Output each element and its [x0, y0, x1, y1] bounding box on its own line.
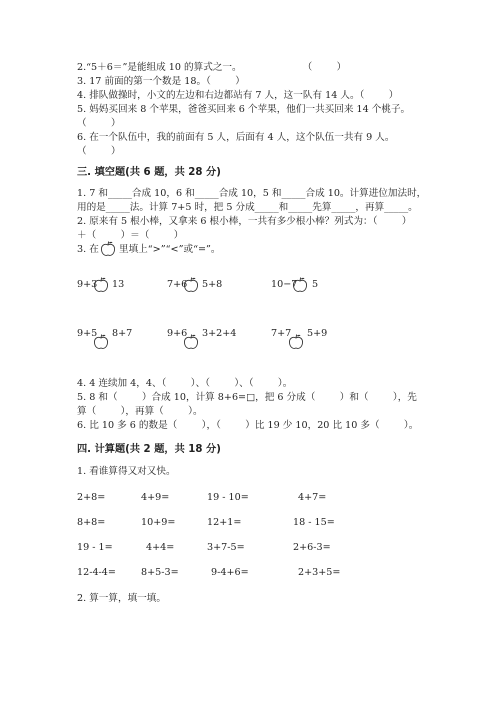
calc-item: 8+8=: [77, 517, 106, 528]
calc-item: 18 - 15=: [293, 517, 335, 528]
apple-icon[interactable]: [291, 276, 309, 294]
tf-question-6-answer: （ ）: [77, 146, 121, 157]
fill-question-3-suffix: 里填上“>”“<”或“=”。: [119, 244, 221, 255]
fill-question-3-prefix: 3. 在: [77, 244, 99, 255]
apple-icon: [99, 240, 117, 258]
calc-item: 4+7=: [298, 492, 327, 503]
apple-icon[interactable]: [182, 333, 200, 351]
calc-item: 4+9=: [141, 492, 170, 503]
tf-question-4: 4. 排队做操时，小文的左边和右边都站有 7 人，这一队有 14 人。（ ）: [77, 90, 399, 101]
calc-item: 12-4-4=: [77, 567, 116, 578]
calc-question-1: 1. 看谁算得又对又快。: [77, 466, 176, 477]
calc-item: 10+9=: [141, 517, 176, 528]
fill-question-1: 1. 7 和_____合成 10，6 和_____合成 10，5 和_____合成 10。计算进位加法时，: [77, 188, 427, 199]
calc-question-2: 2. 算一算，填一填。: [77, 593, 166, 604]
tf-question-5: 5. 妈妈买回来 8 个苹果，爸爸买回来 6 个苹果，他们一共买回来 14 个桃子。: [77, 104, 411, 115]
fill-question-5-cont: 算（ ），再算（ ）。: [77, 406, 203, 417]
calc-item: 3+7-5=: [207, 542, 245, 553]
fill-question-2-cont: ＋（ ）＝（ ）: [77, 230, 184, 241]
compare-right-3: 5: [312, 279, 319, 290]
apple-icon[interactable]: [182, 276, 200, 294]
compare-left-3: 10−7: [271, 279, 298, 290]
compare-right-5: 3+2+4: [202, 328, 237, 339]
calc-item: 4+4=: [146, 542, 175, 553]
tf-question-5-answer: （ ）: [77, 118, 121, 129]
calc-item: 19 - 10=: [207, 492, 249, 503]
compare-right-4: 8+7: [112, 328, 133, 339]
tf-question-2: 2.“5＋6＝”是能组成 10 的算式之一。 （ ）: [77, 62, 347, 73]
apple-icon[interactable]: [92, 333, 110, 351]
compare-left-1: 9+3: [77, 279, 98, 290]
compare-left-4: 9+5: [77, 328, 98, 339]
section-3-heading: 三. 填空题(共 6 题，共 28 分): [77, 167, 221, 178]
fill-question-1-cont: 用的是_____法。计算 7+5 时，把 5 分成_____和_____先算_____，再算_____。: [77, 202, 418, 213]
compare-left-2: 7+6: [167, 279, 188, 290]
fill-question-2: 2. 原来有 5 根小棒，又拿来 6 根小棒，一共有多少根小棒？列式为：（ ）: [77, 216, 412, 227]
calc-item: 19 - 1=: [77, 542, 113, 553]
calc-item: 9-4+6=: [211, 567, 249, 578]
calc-item: 12+1=: [207, 517, 242, 528]
compare-left-6: 7+7: [271, 328, 292, 339]
apple-icon[interactable]: [287, 333, 305, 351]
tf-question-3: 3. 17 前面的第一个数是 18。（ ）: [77, 76, 245, 87]
calc-item: 2+6-3=: [293, 542, 331, 553]
fill-question-6: 6. 比 10 多 6 的数是（ ），（ ）比 19 少 10，20 比 10 多（ ）。: [77, 420, 419, 431]
compare-left-5: 9+6: [167, 328, 188, 339]
compare-right-1: 13: [112, 279, 125, 290]
calc-item: 2+3+5=: [298, 567, 341, 578]
compare-right-6: 5+9: [307, 328, 328, 339]
tf-question-6: 6. 在一个队伍中，我的前面有 5 人，后面有 4 人，这个队伍一共有 9 人。: [77, 132, 395, 143]
fill-question-4: 4. 4 连续加 4，4、（ ）、（ ）、（ ）。: [77, 378, 293, 389]
calc-item: 2+8=: [77, 492, 106, 503]
apple-icon[interactable]: [92, 276, 110, 294]
section-4-heading: 四. 计算题(共 2 题，共 18 分): [77, 444, 221, 455]
compare-right-2: 5+8: [202, 279, 223, 290]
calc-item: 8+5-3=: [141, 567, 179, 578]
fill-question-5: 5. 8 和（ ）合成 10，计算 8+6=□，把 6 分成（ ）和（ ），先: [77, 392, 417, 403]
